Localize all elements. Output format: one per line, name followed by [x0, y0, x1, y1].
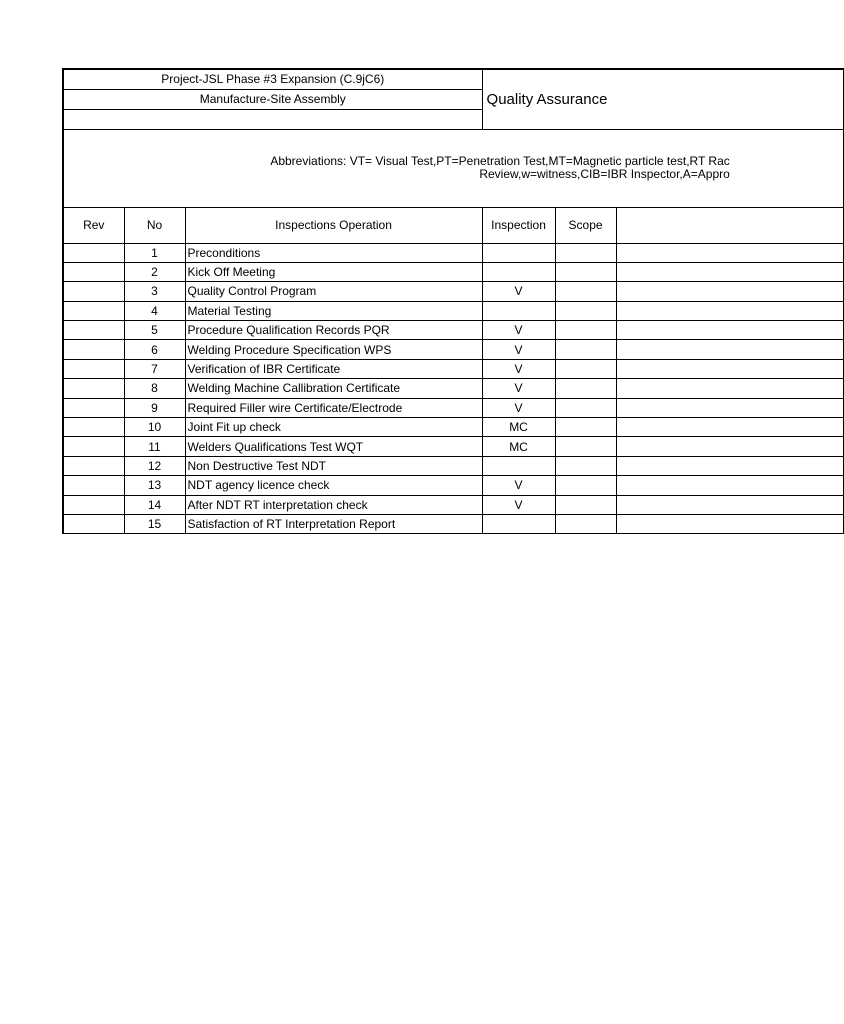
cell-scope [555, 262, 616, 281]
cell-inspection [482, 262, 555, 281]
cell-operation: Required Filler wire Certificate/Electrode [185, 398, 482, 417]
cell-scope [555, 495, 616, 514]
cell-operation: Welding Procedure Specification WPS [185, 340, 482, 359]
cell-extra [616, 379, 843, 398]
cell-rev [63, 456, 124, 475]
cell-no: 8 [124, 379, 185, 398]
table-row [63, 398, 843, 417]
cell-scope [555, 321, 616, 340]
cell-extra [616, 418, 843, 437]
cell-extra [616, 456, 843, 475]
document-title: Quality Assurance [482, 69, 843, 129]
cell-operation: Welding Machine Callibration Certificate [185, 379, 482, 398]
cell-no: 6 [124, 340, 185, 359]
cell-inspection: MC [482, 418, 555, 437]
cell-no: 1 [124, 243, 185, 262]
cell-scope [555, 398, 616, 417]
col-header-rev: Rev [63, 207, 124, 243]
cell-operation: Kick Off Meeting [185, 262, 482, 281]
cell-no: 14 [124, 495, 185, 514]
col-header-extra [616, 207, 843, 243]
cell-extra [616, 514, 843, 533]
document-subtitle: Manufacture-Site Assembly [63, 89, 482, 109]
cell-rev [63, 495, 124, 514]
cell-scope [555, 282, 616, 301]
col-header-scope: Scope [555, 207, 616, 243]
table-row [63, 379, 843, 398]
cell-operation: Preconditions [185, 243, 482, 262]
cell-scope [555, 476, 616, 495]
table-row [63, 243, 843, 262]
cell-scope [555, 243, 616, 262]
cell-operation: Joint Fit up check [185, 418, 482, 437]
cell-extra [616, 398, 843, 417]
cell-no: 5 [124, 321, 185, 340]
cell-rev [63, 514, 124, 533]
cell-operation: Procedure Qualification Records PQR [185, 321, 482, 340]
cell-extra [616, 262, 843, 281]
cell-rev [63, 321, 124, 340]
cell-inspection: V [482, 282, 555, 301]
blank-header-cell [63, 109, 482, 129]
cell-no: 9 [124, 398, 185, 417]
cell-operation: Material Testing [185, 301, 482, 320]
cell-inspection [482, 301, 555, 320]
cell-inspection: V [482, 359, 555, 378]
cell-no: 2 [124, 262, 185, 281]
cell-rev [63, 476, 124, 495]
cell-no: 12 [124, 456, 185, 475]
cell-extra [616, 301, 843, 320]
cell-no: 3 [124, 282, 185, 301]
table-row [63, 321, 843, 340]
cell-rev [63, 359, 124, 378]
cell-extra [616, 495, 843, 514]
cell-operation: After NDT RT interpretation check [185, 495, 482, 514]
cell-inspection: V [482, 476, 555, 495]
cell-extra [616, 359, 843, 378]
cell-rev [63, 437, 124, 456]
cell-rev [63, 379, 124, 398]
cell-no: 11 [124, 437, 185, 456]
cell-rev [63, 340, 124, 359]
cell-operation: Verification of IBR Certificate [185, 359, 482, 378]
cell-rev [63, 262, 124, 281]
cell-operation: NDT agency licence check [185, 476, 482, 495]
abbreviations-line-1: Abbreviations: VT= Visual Test,PT=Penetration Test,MT=Magnetic particle test,RT Rac [270, 154, 730, 168]
cell-inspection: V [482, 398, 555, 417]
cell-inspection: MC [482, 437, 555, 456]
table-row [63, 359, 843, 378]
cell-no: 7 [124, 359, 185, 378]
cell-no: 4 [124, 301, 185, 320]
cell-extra [616, 476, 843, 495]
cell-rev [63, 301, 124, 320]
project-name: Project-JSL Phase #3 Expansion (C.9jC6) [63, 69, 482, 89]
cell-scope [555, 418, 616, 437]
cell-scope [555, 437, 616, 456]
cell-scope [555, 456, 616, 475]
table-row [63, 282, 843, 301]
cell-inspection: V [482, 379, 555, 398]
col-header-no: No [124, 207, 185, 243]
table-row [63, 437, 843, 456]
cell-operation: Welders Qualifications Test WQT [185, 437, 482, 456]
abbreviations-line-2: Review,w=witness,CIB=IBR Inspector,A=Appro [479, 167, 730, 181]
cell-scope [555, 301, 616, 320]
cell-inspection: V [482, 495, 555, 514]
table-row [63, 514, 843, 533]
cell-no: 15 [124, 514, 185, 533]
cell-extra [616, 282, 843, 301]
cell-extra [616, 340, 843, 359]
cell-extra [616, 321, 843, 340]
cell-rev [63, 398, 124, 417]
col-header-operation: Inspections Operation [185, 207, 482, 243]
cell-extra [616, 437, 843, 456]
cell-inspection: V [482, 340, 555, 359]
cell-rev [63, 243, 124, 262]
table-row [63, 418, 843, 437]
table-row [63, 495, 843, 514]
cell-scope [555, 379, 616, 398]
qap-table [62, 68, 844, 534]
cell-inspection: V [482, 321, 555, 340]
cell-inspection [482, 243, 555, 262]
table-row [63, 456, 843, 475]
cell-scope [555, 340, 616, 359]
cell-extra [616, 243, 843, 262]
cell-inspection [482, 514, 555, 533]
cell-inspection [482, 456, 555, 475]
table-row [63, 262, 843, 281]
cell-no: 10 [124, 418, 185, 437]
cell-no: 13 [124, 476, 185, 495]
cell-operation: Quality Control Program [185, 282, 482, 301]
cell-rev [63, 282, 124, 301]
cell-rev [63, 418, 124, 437]
table-row [63, 476, 843, 495]
table-row [63, 340, 843, 359]
table-row [63, 301, 843, 320]
col-header-inspection: Inspection [482, 207, 555, 243]
cell-operation: Non Destructive Test NDT [185, 456, 482, 475]
cell-scope [555, 514, 616, 533]
abbreviations-note [63, 129, 843, 207]
qap-sheet [62, 68, 730, 536]
cell-scope [555, 359, 616, 378]
cell-operation: Satisfaction of RT Interpretation Report [185, 514, 482, 533]
